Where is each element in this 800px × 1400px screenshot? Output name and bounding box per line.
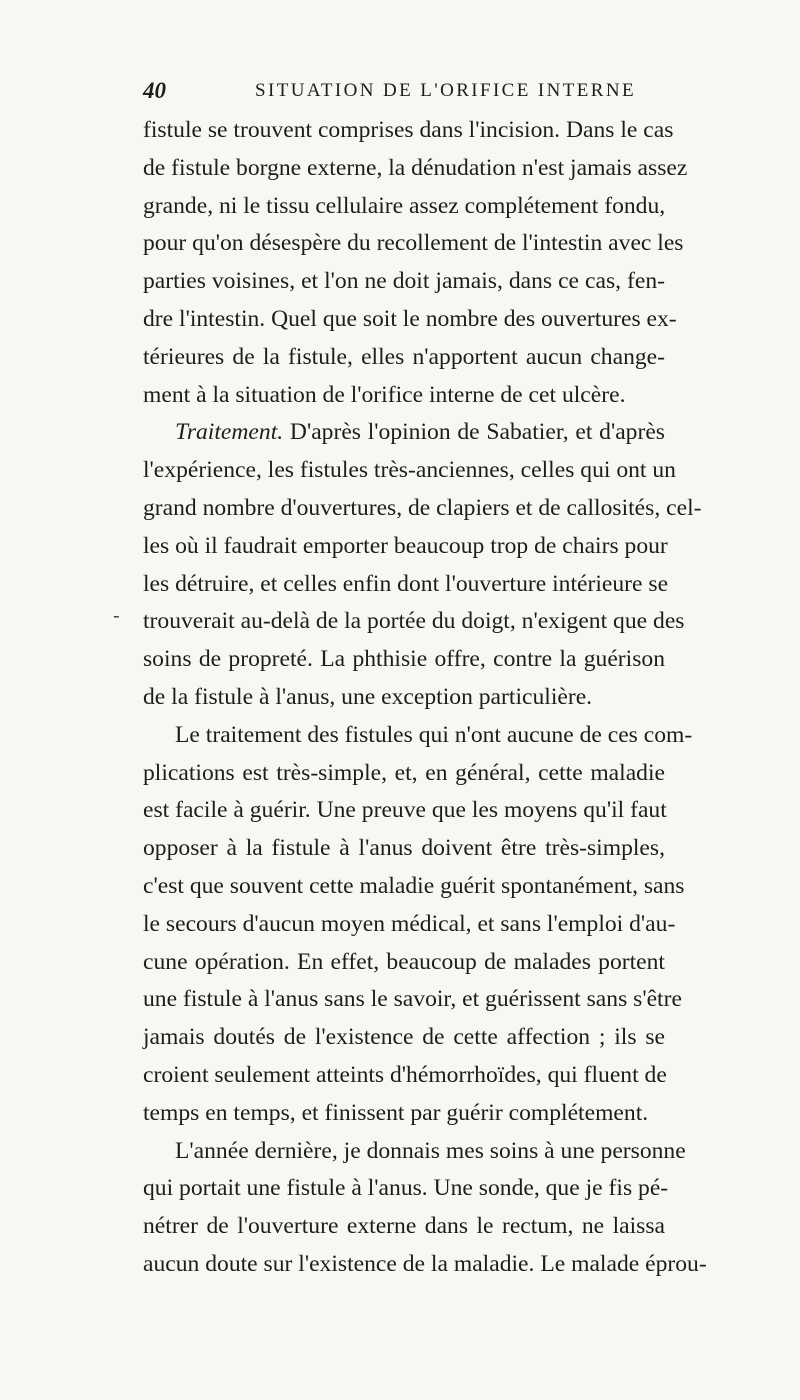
text-line: grande, ni le tissu cellulaire assez complétement fondu, [143,192,666,219]
text-line: nétrer de l'ouverture externe dans le rectum, ne laissa [143,1213,665,1240]
text-line: grand nombre d'ouvertures, de clapiers et de callosités, cel- [143,494,702,521]
text-line: pour qu'on désespère du recollement de l'intestin avec les [143,230,684,257]
text-run: D'après l'opinion de Sabatier, et d'après [283,419,665,446]
text-line: qui portait une fistule à l'anus. Une sonde, que je fis pé- [143,1175,669,1202]
paragraph-2 [143,414,702,716]
text-line: Le traitement des fistules qui n'ont aucune de ces com- [175,721,693,748]
text-line: parties voisines, et l'on ne doit jamais, dans ce cas, fen- [143,268,665,295]
text-line: ment à la situation de l'orifice interne de cet ulcère. [143,381,626,408]
text-line: L'année dernière, je donnais mes soins à une personne [175,1137,686,1164]
text-line: cune opération. En effet, beaucoup de malades portent [143,948,665,975]
paragraph-4 [143,1133,707,1284]
text-line: l'expérience, les fistules très-anciennes, celles qui ont un [143,457,676,484]
body-text [143,112,707,1284]
paragraph-3 [143,717,693,1133]
text-line: dre l'intestin. Quel que soit le nombre des ouvertures ex- [143,305,677,332]
text-line: les détruire, et celles enfin dont l'ouverture intérieure se [143,570,669,597]
text-line: les où il faudrait emporter beaucoup trop de chairs pour [143,532,668,559]
text-line: soins de propreté. La phthisie offre, contre la guérison [143,646,665,673]
margin-mark: - [113,603,120,627]
text-line: fistule se trouvent comprises dans l'incision. Dans le cas [143,117,674,143]
text-line: de fistule borgne externe, la dénudation n'est jamais assez [143,154,688,181]
running-title: SITUATION DE L'ORIFICE INTERNE [255,80,636,101]
text-line: de la fistule à l'anus, une exception particulière. [143,683,593,710]
text-line: est facile à guérir. Une preuve que les moyens qu'il faut [143,797,667,824]
text-line: le secours d'aucun moyen médical, et sans l'emploi d'au- [143,910,676,937]
text-line: jamais doutés de l'existence de cette affection ; ils se [143,1024,665,1051]
paragraph-1 [143,112,688,414]
text-line: térieures de la fistule, elles n'apportent aucun change- [143,343,665,370]
text-line: opposer à la fistule à l'anus doivent être très-simples, [143,835,665,862]
text-line: croient seulement atteints d'hémorrhoïdes, qui fluent de [143,1061,667,1088]
running-head [143,78,663,110]
text-line: trouverait au-delà de la portée du doigt, n'exigent que des [143,608,685,635]
text-line: une fistule à l'anus sans le savoir, et guérissent sans s'être [143,986,682,1013]
text-line: c'est que souvent cette maladie guérit spontanément, sans [143,872,685,899]
text-line: plications est très-simple, et, en général, cette maladie [143,759,665,786]
section-heading-traitement: Traitement. [175,419,284,446]
text-line [143,414,665,452]
text-line: temps en temps, et finissent par guérir complétement. [143,1099,649,1126]
text-line: aucun doute sur l'existence de la maladie. Le malade éprou- [143,1250,707,1277]
page-number: 40 [143,78,166,103]
